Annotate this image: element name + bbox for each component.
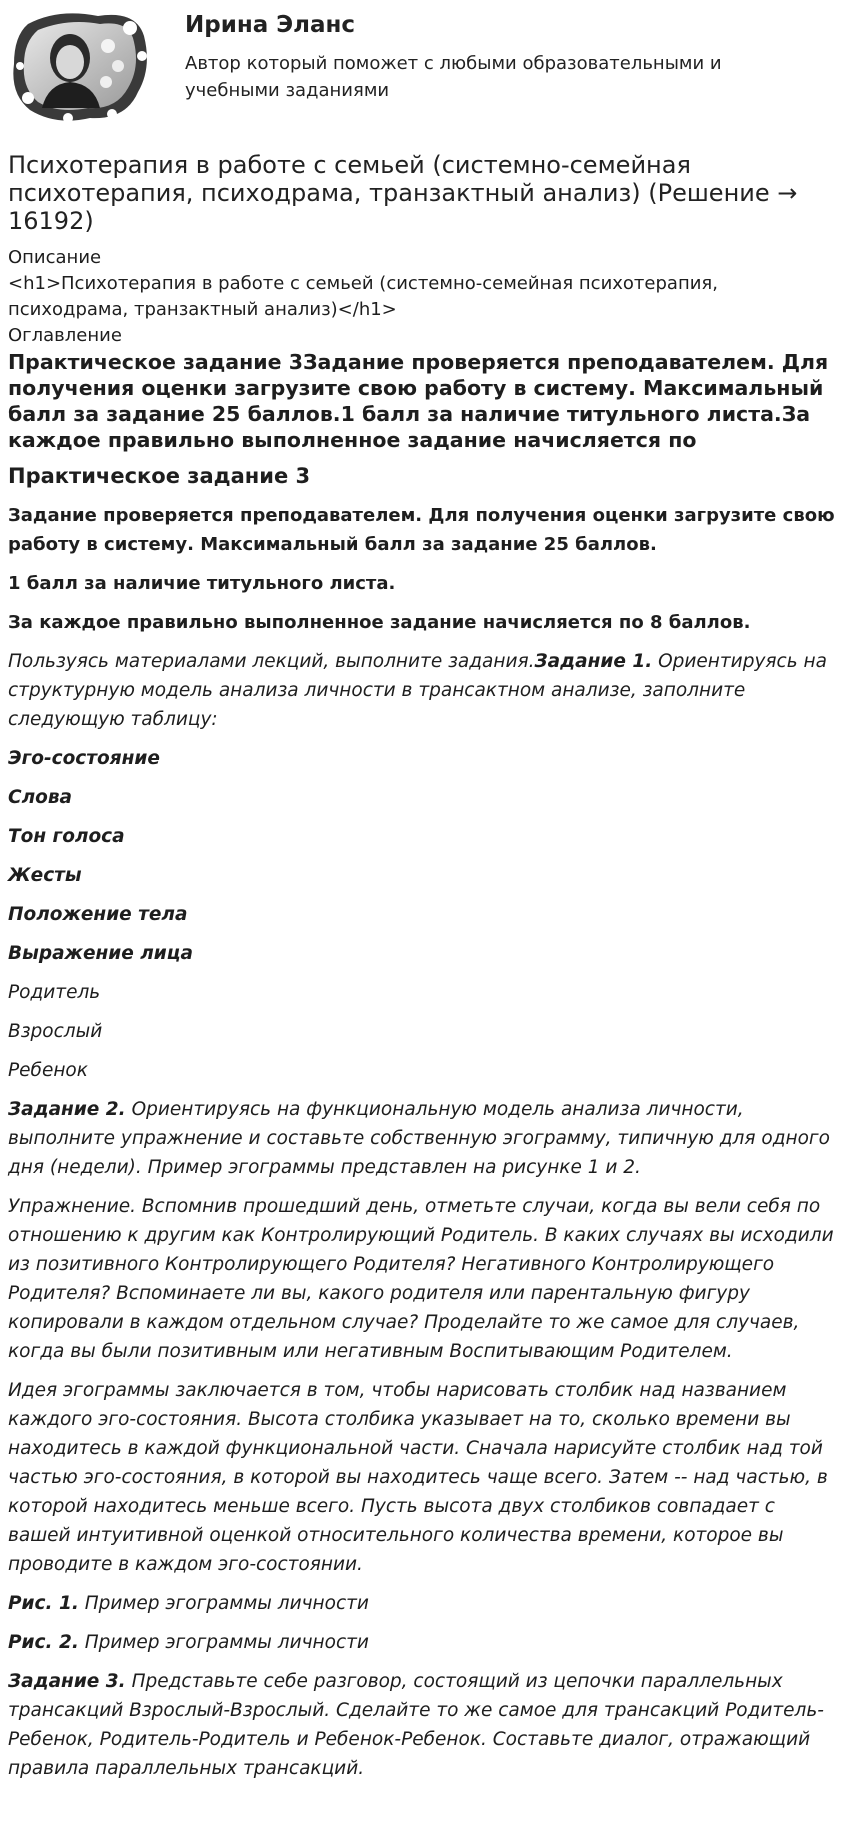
- document-content: [0, 151, 847, 1783]
- task1-intro: Пользуясь материалами лекций, выполните задания.: [8, 651, 535, 672]
- table-header: Эго-состояние: [8, 748, 160, 769]
- author-description: Автор который поможет с любыми образовательными и учебными заданиями: [185, 53, 722, 101]
- task3-text: Представьте себе разговор, состоящий из цепочки параллельных трансакций Взрослый-Взрослый. Сделайте то же самое для трансакций Родитель-Ребенок, Родитель-Родитель и Ребенок-Ребенок. Составьте диалог, отражающий правила параллельных трансакций.: [8, 1671, 824, 1779]
- author-avatar[interactable]: [8, 6, 152, 126]
- description-label: Описание: [8, 247, 102, 268]
- bold-paragraph: За каждое правильно выполненное задание начисляется по 8 баллов.: [8, 612, 751, 633]
- task2-paragraph: [8, 1095, 839, 1182]
- table-row-label: Родитель: [8, 982, 101, 1003]
- section-heading: Практическое задание 3: [8, 464, 311, 488]
- table-header: Выражение лица: [8, 943, 193, 964]
- egogram-paragraph: Идея эгограммы заключается в том, чтобы нарисовать столбик над названием каждого эго-состояния. Высота столбика указывает на то, сколько времени вы находитесь в каждой функциональной части. Сначала нарисуйте столбик над той частью эго-состояния, в которой вы находитесь чаще всего. Затем -- над частью, в которой находитесь меньше всего. Пусть высота двух столбиков совпадает с вашей интуитивной оценкой относительного количества времени, которое вы проводите в каждом эго-состоянии.: [8, 1380, 828, 1575]
- table-header: Жесты: [8, 865, 82, 886]
- task1-label: Задание 1.: [534, 651, 653, 672]
- author-card: [0, 0, 847, 135]
- task3-label: Задание 3.: [8, 1671, 126, 1692]
- table-row-label: Взрослый: [8, 1021, 103, 1042]
- table-header: Положение тела: [8, 904, 188, 925]
- task1-text: Ориентируясь на структурную модель анализа личности в трансактном анализе, заполните следующую таблицу:: [8, 651, 827, 730]
- figure2-label: Рис. 2.: [8, 1632, 79, 1653]
- exercise-paragraph: Упражнение. Вспомнив прошедший день, отметьте случаи, когда вы вели себя по отношению к другим как Контролирующий Родитель. В каких случаях вы исходили из позитивного Контролирующего Родителя? Негативного Контролирующего Родителя? Вспоминаете ли вы, какого родителя или парентальную фигуру копировали в каждом отдельном случае? Проделайте то же самое для случаев, когда вы были позитивным или негативным Воспитывающим Родителем.: [8, 1196, 834, 1362]
- table-row-label: Ребенок: [8, 1060, 88, 1081]
- table-header: Тон голоса: [8, 826, 125, 847]
- lead-summary: Практическое задание 3Задание проверяется преподавателем. Для получения оценки загрузите свою работу в систему. Максимальный балл за задание 25 баллов.1 балл за наличие титульного листа.За каждое правильно выполненное задание начисляется по: [8, 350, 829, 452]
- task2-label: Задание 2.: [8, 1099, 126, 1120]
- task3-paragraph: [8, 1667, 839, 1783]
- figure-caption: [8, 1628, 839, 1657]
- description-text: <h1>Психотерапия в работе с семьей (системно-семейная психотерапия, психодрама, транзактный анализ)</h1>: [8, 273, 718, 320]
- document-title: Психотерапия в работе с семьей (системно-семейная психотерапия, психодрама, транзактный анализ) (Решение → 16192): [8, 151, 798, 235]
- task1-paragraph: [8, 647, 839, 734]
- author-name[interactable]: Ирина Эланс: [185, 12, 356, 38]
- figure1-text: Пример эгограммы личности: [78, 1593, 369, 1614]
- bold-paragraph: 1 балл за наличие титульного листа.: [8, 573, 396, 594]
- table-header: Слова: [8, 787, 73, 808]
- figure2-text: Пример эгограммы личности: [78, 1632, 369, 1653]
- toc-label: Оглавление: [8, 325, 122, 346]
- task2-text: Ориентируясь на функциональную модель анализа личности, выполните упражнение и составьте собственную эгограмму, типичную для одного дня (недели). Пример эгограммы представлен на рисунке 1 и 2.: [8, 1099, 830, 1178]
- bold-paragraph: Задание проверяется преподавателем. Для получения оценки загрузите свою работу в систему. Максимальный балл за задание 25 баллов.: [8, 505, 835, 555]
- figure1-label: Рис. 1.: [8, 1593, 79, 1614]
- figure-caption: [8, 1589, 839, 1618]
